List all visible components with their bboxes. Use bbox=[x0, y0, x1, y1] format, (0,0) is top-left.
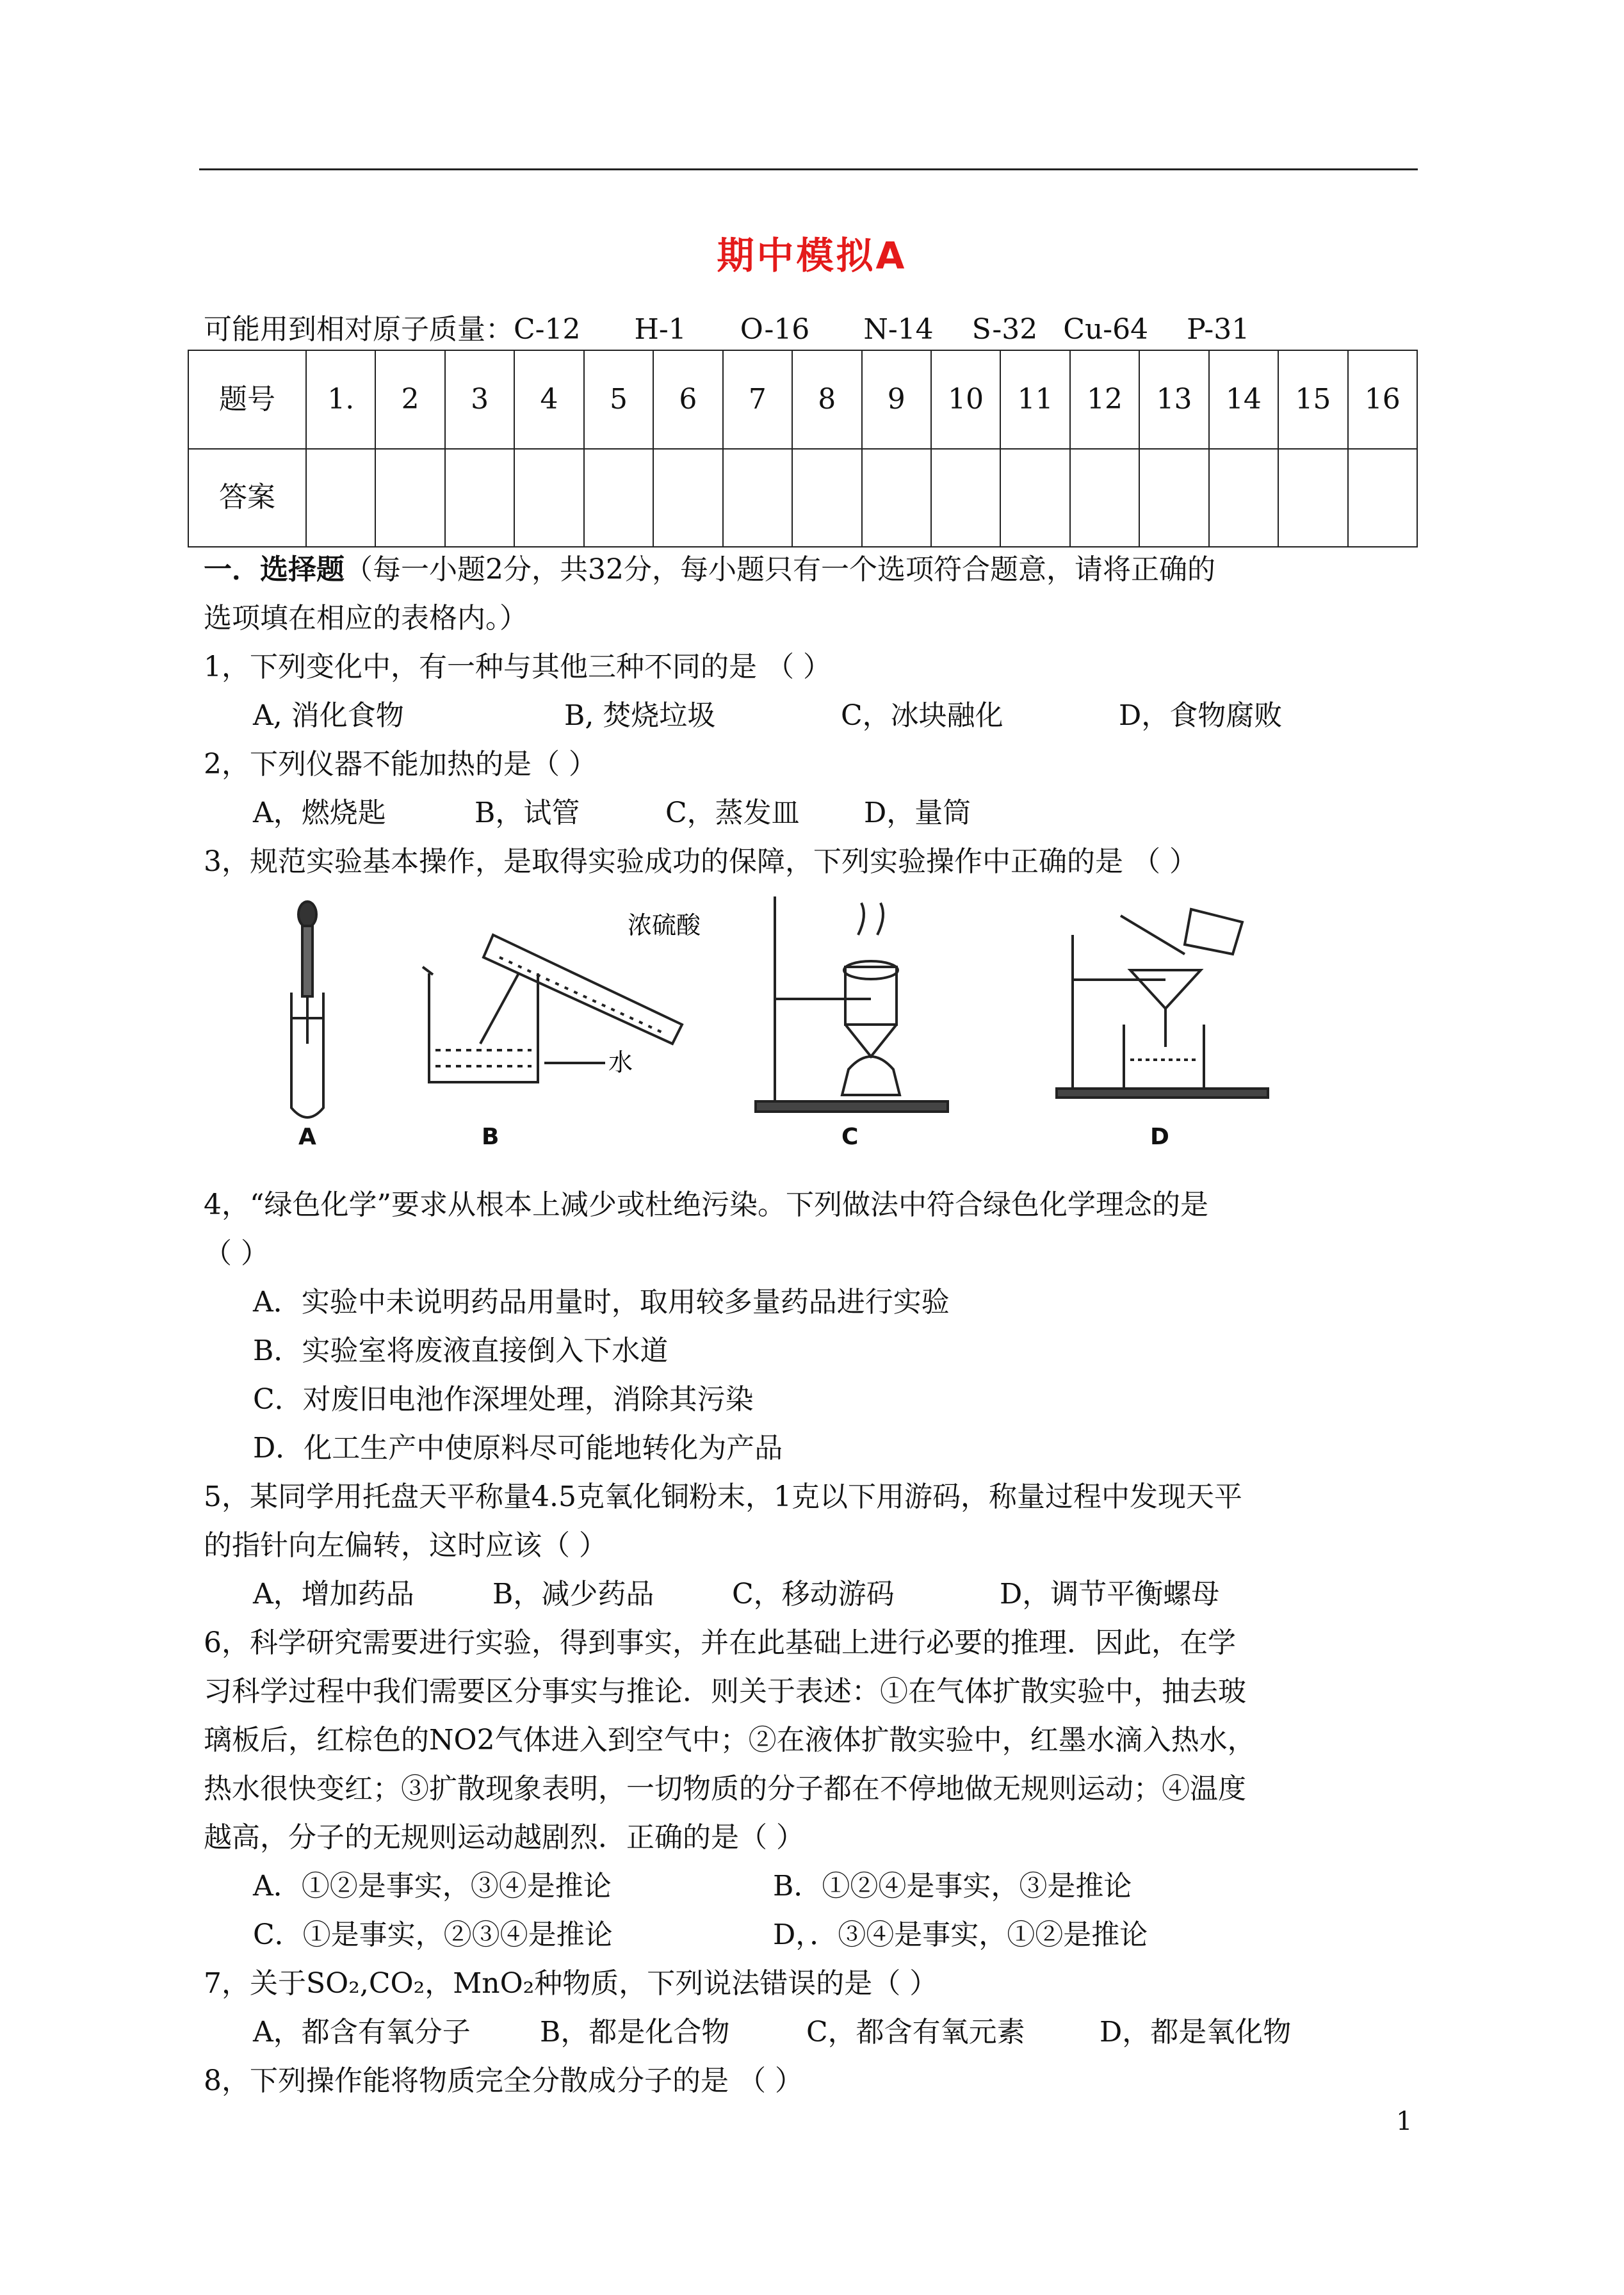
option[interactable]: D．化工生产中使原料尽可能地转化为产品 bbox=[253, 1432, 783, 1464]
question-number-cell: 9 bbox=[862, 350, 931, 449]
page-number: 1 bbox=[1396, 2107, 1413, 2136]
option[interactable]: C．①是事实，②③④是推论 bbox=[253, 1918, 613, 1951]
answer-table bbox=[188, 350, 1418, 547]
figure-d-label: D bbox=[1150, 1124, 1169, 1150]
option[interactable]: C，冰块融化 bbox=[841, 699, 1003, 732]
question-number-cell: 8 bbox=[792, 350, 861, 449]
option[interactable]: A，增加药品 bbox=[253, 1578, 414, 1610]
figure-b-label-water: 水 bbox=[608, 1048, 633, 1076]
answer-cell[interactable] bbox=[584, 449, 653, 547]
mass-item: Cu-64 bbox=[1063, 313, 1149, 346]
option[interactable]: C，移动游码 bbox=[732, 1578, 895, 1610]
figure-d-filtration bbox=[1057, 909, 1268, 1098]
option[interactable]: B，都是化合物 bbox=[540, 2016, 730, 2048]
question-number-cell: 7 bbox=[723, 350, 792, 449]
question-number-cell: 5 bbox=[584, 350, 653, 449]
option[interactable]: D，量筒 bbox=[864, 797, 971, 829]
option[interactable]: B．实验室将废液直接倒入下水道 bbox=[253, 1334, 669, 1367]
option[interactable]: C，都含有氧元素 bbox=[806, 2016, 1025, 2048]
answer-cell[interactable] bbox=[862, 449, 931, 547]
option[interactable]: B, 焚烧垃圾 bbox=[564, 699, 716, 732]
option[interactable]: A，燃烧匙 bbox=[253, 797, 386, 829]
question-number-cell: 11 bbox=[1000, 350, 1069, 449]
answer-cell[interactable] bbox=[1209, 449, 1278, 547]
question-number-cell: 10 bbox=[931, 350, 1000, 449]
question-number-cell: 16 bbox=[1348, 350, 1417, 449]
question-1-options bbox=[253, 697, 1282, 735]
mass-item: N-14 bbox=[863, 313, 934, 346]
mass-item: P-31 bbox=[1187, 313, 1250, 346]
question-6-stem: 6，科学研究需要进行实验，得到事实，并在此基础上进行必要的推理．因此，在学 bbox=[204, 1626, 1236, 1659]
header-rule bbox=[199, 168, 1418, 170]
question-number-cell: 6 bbox=[653, 350, 722, 449]
question-3-stem: 3，规范实验基本操作，是取得实验成功的保障，下列实验操作中正确的是 （ ） bbox=[204, 845, 1198, 878]
question-6-stem-cont: 热水很快变红；③扩散现象表明，一切物质的分子都在不停地做无规则运动；④温度 bbox=[204, 1772, 1246, 1805]
answer-cell[interactable] bbox=[723, 449, 792, 547]
answer-table-answer-row bbox=[188, 449, 1417, 547]
question-4-stem-cont: （ ） bbox=[204, 1237, 269, 1270]
mass-item: S-32 bbox=[971, 313, 1038, 346]
figure-b-label: B bbox=[482, 1124, 499, 1150]
figure-c-label: C bbox=[841, 1124, 859, 1150]
question-6-stem-cont: 越高，分子的无规则运动越剧烈．正确的是（ ） bbox=[204, 1821, 804, 1854]
question-4-stem: 4，“绿色化学”要求从根本上减少或杜绝污染。下列做法中符合绿色化学理念的是 bbox=[204, 1188, 1208, 1221]
answer-cell[interactable] bbox=[514, 449, 583, 547]
question-number-cell: 4 bbox=[514, 350, 583, 449]
option[interactable]: C，蒸发皿 bbox=[665, 797, 800, 829]
option[interactable]: D，．③④是事实，①②是推论 bbox=[773, 1918, 1148, 1951]
answer-cell[interactable] bbox=[1348, 449, 1417, 547]
option[interactable]: D，食物腐败 bbox=[1119, 699, 1283, 732]
question-6-stem-cont: 习科学过程中我们需要区分事实与推论．则关于表述：①在气体扩散实验中，抽去玻 bbox=[204, 1675, 1246, 1708]
answer-cell[interactable] bbox=[1139, 449, 1208, 547]
option[interactable]: B，试管 bbox=[475, 797, 580, 829]
option[interactable]: A, 消化食物 bbox=[253, 699, 404, 732]
answer-cell[interactable] bbox=[1070, 449, 1139, 547]
answer-cell[interactable] bbox=[792, 449, 861, 547]
question-1-stem: 1，下列变化中，有一种与其他三种不同的是 （ ） bbox=[204, 651, 831, 683]
option[interactable]: C．对废旧电池作深埋处理，消除其污染 bbox=[253, 1383, 754, 1416]
mass-item: H-1 bbox=[634, 313, 686, 346]
option[interactable]: A，都含有氧分子 bbox=[253, 2016, 471, 2048]
answer-cell[interactable] bbox=[306, 449, 375, 547]
page-title: 期中模拟A bbox=[717, 234, 907, 277]
question-number-cell: 2 bbox=[375, 350, 444, 449]
question-2-stem: 2，下列仪器不能加热的是（ ） bbox=[204, 748, 597, 781]
answer-table-number-row bbox=[188, 350, 1417, 449]
question-6-stem-cont: 璃板后，红棕色的NO2气体进入到空气中；②在液体扩散实验中，红墨水滴入热水， bbox=[204, 1724, 1256, 1756]
mass-item: O-16 bbox=[740, 313, 810, 346]
question-6-options-row2 bbox=[253, 1916, 1148, 1954]
answer-cell[interactable] bbox=[653, 449, 722, 547]
question-number-header: 题号 bbox=[188, 350, 306, 449]
masses-label: 可能用到相对原子质量： bbox=[204, 313, 514, 346]
answer-header: 答案 bbox=[188, 449, 306, 547]
section-instruction: （每一小题2分，共32分，每小题只有一个选项符合题意，请将正确的 bbox=[345, 553, 1215, 586]
answer-cell[interactable] bbox=[1000, 449, 1069, 547]
atomic-masses-line bbox=[204, 306, 1303, 347]
question-number-cell: 12 bbox=[1070, 350, 1139, 449]
answer-cell[interactable] bbox=[931, 449, 1000, 547]
question-2-options bbox=[253, 794, 971, 832]
figure-b-dilution bbox=[423, 935, 682, 1082]
question-number-cell: 15 bbox=[1278, 350, 1347, 449]
option[interactable]: B，减少药品 bbox=[492, 1578, 654, 1610]
figure-b-label-acid: 浓硫酸 bbox=[628, 911, 701, 939]
option[interactable]: A．实验中未说明药品用量时，取用较多量药品进行实验 bbox=[253, 1286, 950, 1318]
question-number-cell: 1. bbox=[306, 350, 375, 449]
question-3-figures bbox=[269, 896, 1294, 1165]
option[interactable]: B．①②④是事实，③是推论 bbox=[773, 1870, 1132, 1902]
question-number-cell: 13 bbox=[1139, 350, 1208, 449]
question-7-stem: 7，关于SO₂,CO₂，MnO₂种物质，下列说法错误的是（ ） bbox=[204, 1967, 938, 2000]
figure-a-dropper-test-tube bbox=[291, 902, 323, 1117]
question-6-options-row1 bbox=[253, 1867, 1132, 1906]
option[interactable]: D，都是氧化物 bbox=[1100, 2016, 1292, 2048]
option[interactable]: D，调节平衡螺母 bbox=[1000, 1578, 1220, 1610]
question-number-cell: 14 bbox=[1209, 350, 1278, 449]
question-5-stem: 5，某同学用托盘天平称量4.5克氧化铜粉末，1克以下用游码，称量过程中发现天平 bbox=[204, 1480, 1242, 1513]
answer-cell[interactable] bbox=[1278, 449, 1347, 547]
answer-cell[interactable] bbox=[375, 449, 444, 547]
answer-cell[interactable] bbox=[445, 449, 514, 547]
section-heading: 一．选择题 bbox=[204, 553, 345, 586]
question-7-options bbox=[253, 2013, 1291, 2052]
mass-item: C-12 bbox=[514, 313, 581, 346]
question-5-stem-cont: 的指针向左偏转，这时应该（ ） bbox=[204, 1529, 607, 1562]
question-number-cell: 3 bbox=[445, 350, 514, 449]
figure-a-label: A bbox=[298, 1124, 316, 1150]
option[interactable]: A．①②是事实，③④是推论 bbox=[253, 1870, 612, 1902]
section-heading-line bbox=[204, 551, 1215, 589]
section-instruction-cont: 选项填在相应的表格内。） bbox=[204, 602, 528, 635]
question-5-options bbox=[253, 1575, 1219, 1614]
figure-c-evaporation bbox=[756, 896, 948, 1112]
question-8-stem: 8，下列操作能将物质完全分散成分子的是 （ ） bbox=[204, 2064, 803, 2097]
